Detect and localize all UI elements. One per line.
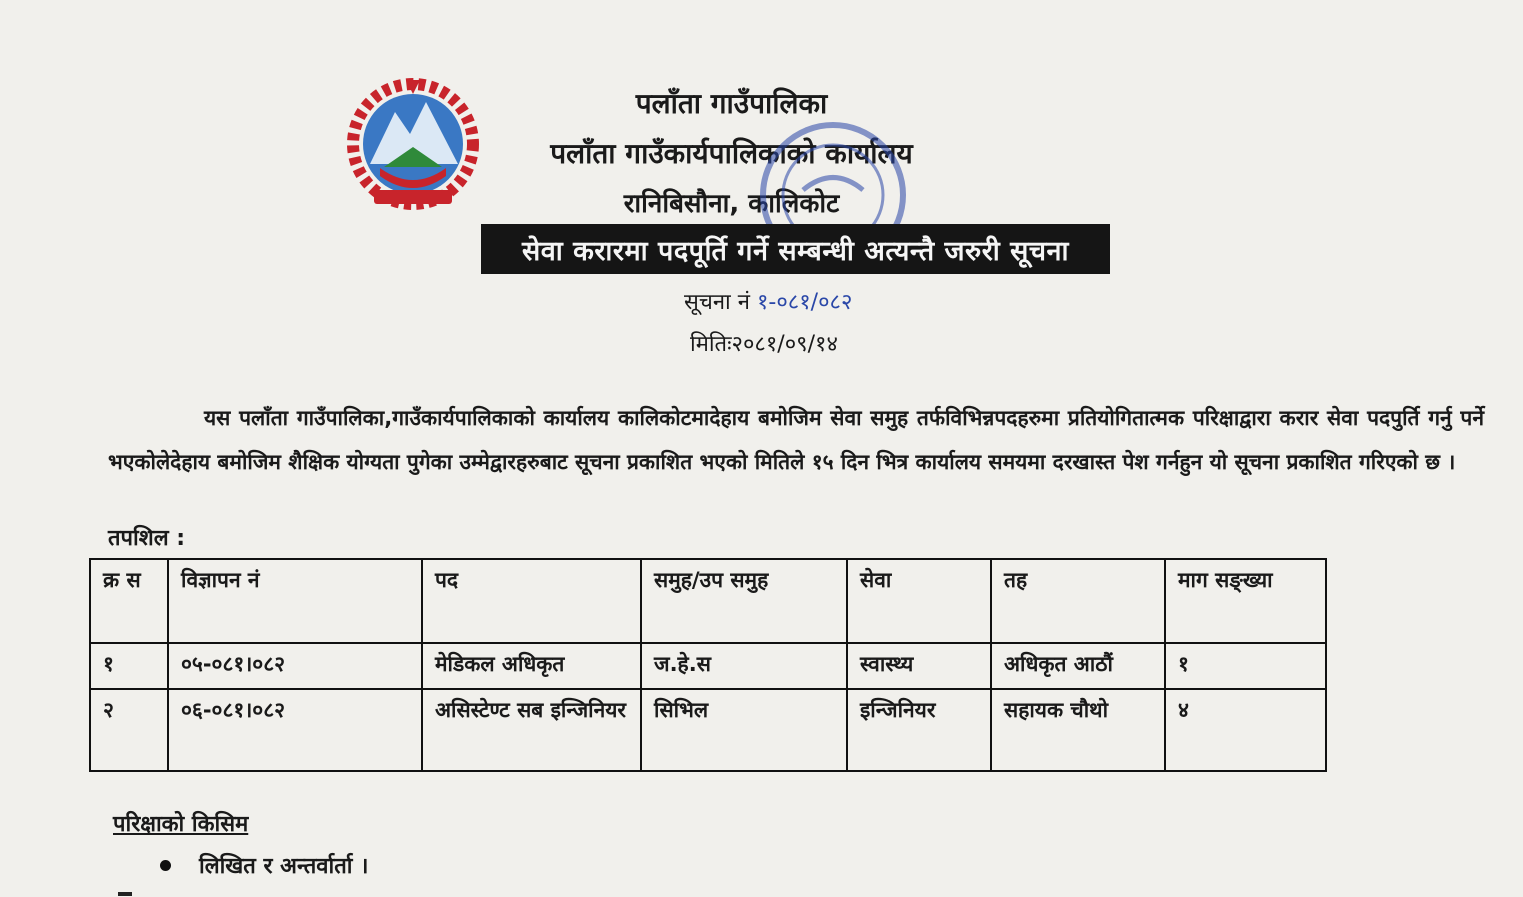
- cell-group: ज.हे.स: [641, 643, 847, 689]
- cell-group: सिभिल: [641, 689, 847, 771]
- exam-type-heading: परिक्षाको किसिम: [113, 812, 249, 837]
- notice-title-banner: सेवा करारमा पदपूर्ति गर्ने सम्बन्धी अत्यन्तै जरुरी सूचना: [481, 224, 1110, 274]
- cell-demand-count: १: [1165, 643, 1326, 689]
- cell-service: स्वास्थ्य: [847, 643, 991, 689]
- cell-post: मेडिकल अधिकृत: [422, 643, 641, 689]
- notice-date: मितिः२०८१/०९/१४: [690, 332, 838, 357]
- table-row: [90, 643, 1326, 689]
- cropped-next-line: [118, 886, 238, 897]
- cell-serial: २: [90, 689, 168, 771]
- notice-number-label: सूचना नं: [684, 290, 750, 315]
- exam-type-item: लिखित र अन्तर्वार्ता ।: [199, 854, 369, 879]
- municipality-name: पलाँता गाउँपालिका: [635, 87, 828, 120]
- office-location: रानिबिसौना, कालिकोट: [623, 189, 840, 219]
- header-group: समुह/उप समुह: [641, 559, 847, 643]
- table-header-row: [90, 559, 1326, 643]
- cell-demand-count: ४: [1165, 689, 1326, 771]
- cell-level: अधिकृत आठौं: [991, 643, 1165, 689]
- notice-number: [684, 286, 852, 316]
- cell-advertisement-no: ०६-०८१।०८२: [168, 689, 422, 771]
- office-name: पलाँता गाउँकार्यपालिकाको कार्यालय: [550, 137, 913, 170]
- cell-post: असिस्टेण्ट सब इन्जिनियर: [422, 689, 641, 771]
- cell-level: सहायक चौथो: [991, 689, 1165, 771]
- header-post: पद: [422, 559, 641, 643]
- list-item: [160, 850, 368, 880]
- cell-service: इन्जिनियर: [847, 689, 991, 771]
- bullet-icon: [160, 860, 171, 871]
- table-row: [90, 689, 1326, 771]
- cell-advertisement-no: ०५-०८१।०८२: [168, 643, 422, 689]
- header-demand-count: माग सङ्ख्या: [1165, 559, 1326, 643]
- cell-serial: १: [90, 643, 168, 689]
- header-service: सेवा: [847, 559, 991, 643]
- notice-body: यस पलाँता गाउँपालिका,गाउँकार्यपालिकाको कार्यालय कालिकोटमादेहाय बमोजिम सेवा समुह तर्फविभिन्नपदहरुमा प्रतियोगितात्मक परिक्षाद्वारा करार सेवा पदपुर्ति गर्नु पर्ने भएकोलेदेहाय बमोजिम शैक्षिक योग्यता पुगेका उम्मेद्वारहरुबाट सूचना प्रकाशित भएको मितिले १५ दिन भित्र कार्यालय समयमा दरखास्त पेश गर्नहुन यो सूचना प्रकाशित गरिएको छ ।: [108, 406, 1484, 474]
- header-advertisement-no: विज्ञापन नं: [168, 559, 422, 643]
- vacancy-table: [89, 558, 1327, 772]
- notice-number-value: १-०८१/०८२: [756, 290, 853, 315]
- header-level: तह: [991, 559, 1165, 643]
- header-serial: क्र स: [90, 559, 168, 643]
- details-label: तपशिल :: [108, 526, 186, 551]
